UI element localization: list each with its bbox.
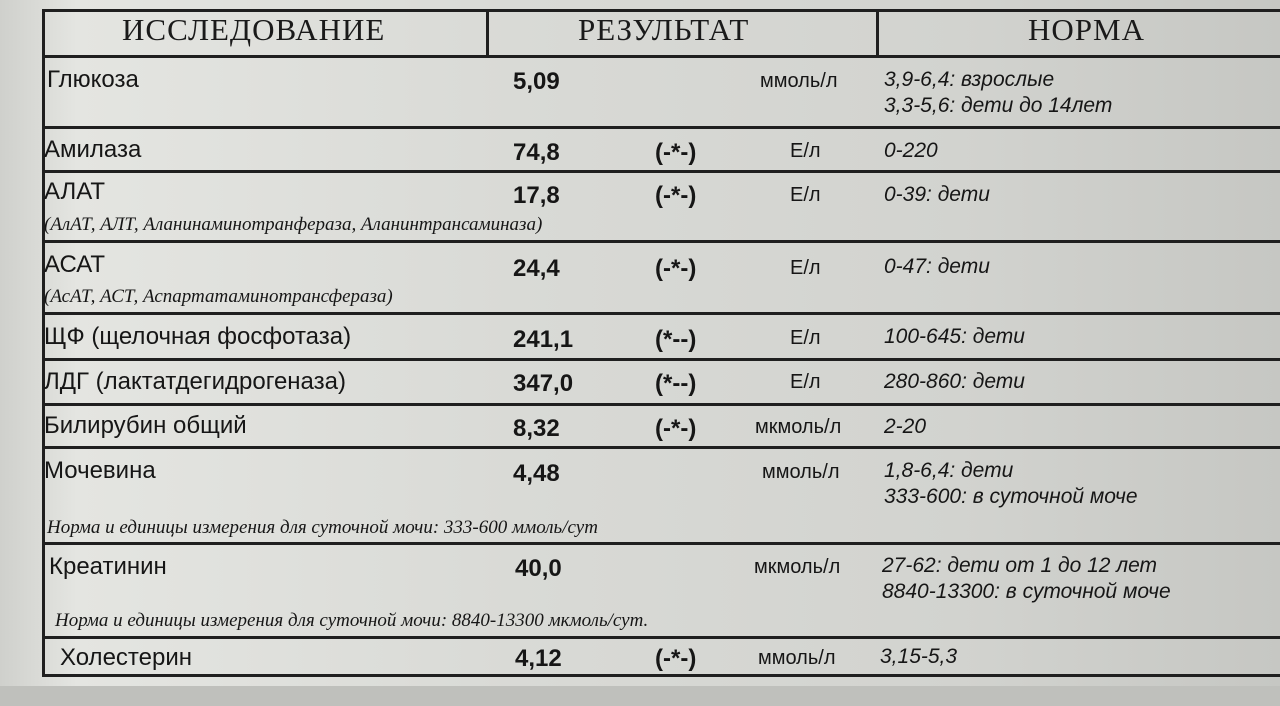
header-test: ИССЛЕДОВАНИЕ <box>122 12 386 47</box>
test-name: АСАТ <box>44 251 106 278</box>
row-separator <box>42 542 1280 545</box>
test-name: Амилаза <box>44 136 142 163</box>
test-value: 24,4 <box>513 255 560 282</box>
test-flag: (-*-) <box>655 182 697 209</box>
header-norm: НОРМА <box>1028 12 1145 47</box>
test-norm: 280-860: дети <box>884 370 1025 393</box>
test-unit: Е/л <box>790 371 821 393</box>
row-separator <box>42 403 1280 406</box>
test-norm: 3,15-5,3 <box>880 645 958 668</box>
table-bottom-border <box>42 674 1280 677</box>
test-unit: ммоль/л <box>758 647 836 669</box>
test-value: 8,32 <box>513 415 560 442</box>
test-value: 347,0 <box>513 370 574 397</box>
test-value: 4,12 <box>515 645 562 672</box>
test-name: Креатинин <box>49 553 167 580</box>
test-name: Холестерин <box>60 644 192 671</box>
test-name: ЩФ (щелочная фосфотаза) <box>44 323 352 350</box>
test-value: 17,8 <box>513 182 560 209</box>
test-name: Глюкоза <box>47 66 139 93</box>
test-subtitle: (АлАТ, АЛТ, Аланинаминотранфераза, Аланинтрансаминаза) <box>44 214 543 235</box>
row-separator <box>42 126 1280 129</box>
row-separator <box>42 170 1280 173</box>
header-bottom-border <box>42 55 1280 58</box>
test-norm: 27-62: дети от 1 до 12 лет <box>882 554 1158 577</box>
row-separator <box>42 446 1280 449</box>
header-divider-1 <box>486 10 489 56</box>
test-flag: (-*-) <box>655 645 697 672</box>
test-value: 241,1 <box>513 326 574 353</box>
test-norm: 100-645: дети <box>884 325 1025 348</box>
test-unit: ммоль/л <box>760 70 838 92</box>
test-value: 40,0 <box>515 555 562 582</box>
test-norm: 0-39: дети <box>884 183 990 206</box>
test-norm: 2-20 <box>884 415 927 438</box>
test-value: 74,8 <box>513 139 560 166</box>
test-subtitle: (АсАТ, АСТ, Аспартатаминотрансфераза) <box>44 286 393 307</box>
test-name: ЛДГ (лактатдегидрогеназа) <box>44 368 346 395</box>
urine-norm-note: Норма и единицы измерения для суточной мочи: 8840-13300 мкмоль/сут. <box>55 610 649 631</box>
test-unit: Е/л <box>790 140 821 162</box>
test-norm: 3,9-6,4: взрослые <box>884 68 1055 91</box>
urine-norm-note: Норма и единицы измерения для суточной мочи: 333-600 ммоль/сут <box>47 517 598 538</box>
test-unit: ммоль/л <box>762 461 840 483</box>
test-unit: Е/л <box>790 327 821 349</box>
test-value: 5,09 <box>513 68 560 95</box>
test-norm: 1,8-6,4: дети <box>884 459 1014 482</box>
row-separator <box>42 240 1280 243</box>
test-unit: Е/л <box>790 184 821 206</box>
header-result: РЕЗУЛЬТАТ <box>578 12 750 47</box>
test-flag: (-*-) <box>655 255 697 282</box>
test-norm: 0-47: дети <box>884 255 990 278</box>
test-unit: Е/л <box>790 257 821 279</box>
test-name: Билирубин общий <box>44 412 247 439</box>
test-flag: (-*-) <box>655 139 697 166</box>
test-flag: (-*-) <box>655 415 697 442</box>
test-norm: 8840-13300: в суточной моче <box>882 580 1171 603</box>
row-separator <box>42 312 1280 315</box>
test-value: 4,48 <box>513 460 560 487</box>
test-flag: (*--) <box>655 370 697 397</box>
test-name: АЛАТ <box>44 178 106 205</box>
test-flag: (*--) <box>655 326 697 353</box>
test-norm: 3,3-5,6: дети до 14лет <box>884 94 1113 117</box>
row-separator <box>42 636 1280 639</box>
page-lower-edge <box>0 686 1280 706</box>
test-name: Мочевина <box>44 457 156 484</box>
test-norm: 333-600: в суточной моче <box>884 485 1138 508</box>
header-divider-2 <box>876 10 879 56</box>
test-norm: 0-220 <box>884 139 938 162</box>
row-separator <box>42 358 1280 361</box>
test-unit: мкмоль/л <box>754 556 841 578</box>
test-unit: мкмоль/л <box>755 416 842 438</box>
